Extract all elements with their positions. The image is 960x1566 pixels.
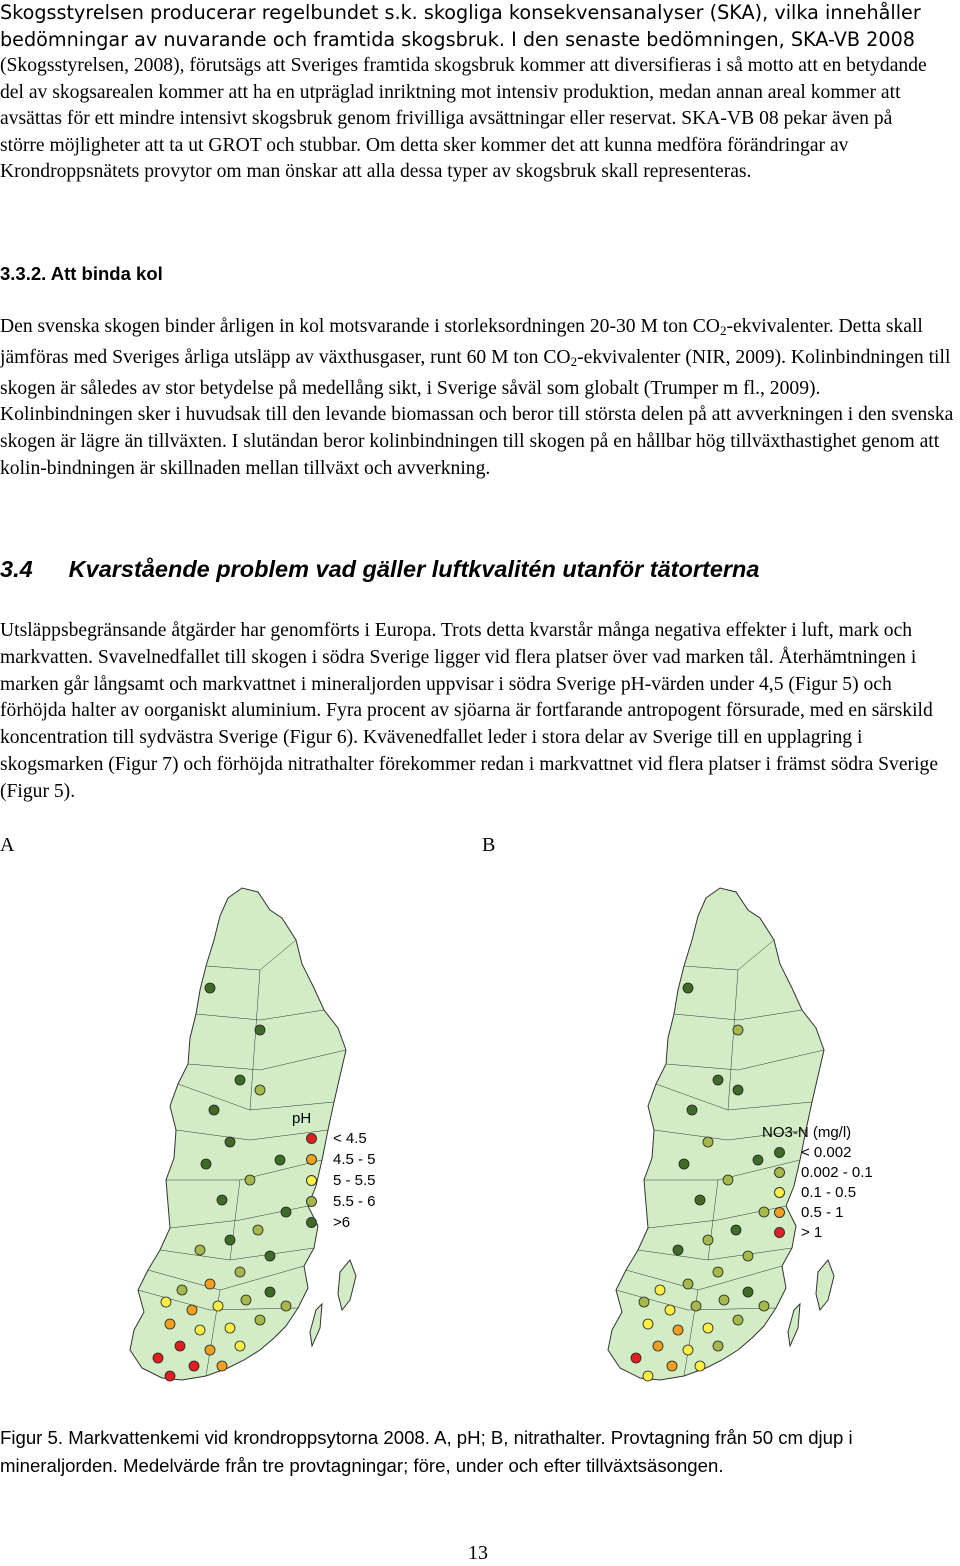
nitrate-site-dot — [667, 1361, 677, 1371]
legend-swatch-yellow — [774, 1187, 785, 1198]
nitrate-site-dot — [743, 1251, 753, 1261]
legend-ph-item — [306, 1172, 376, 1189]
paragraph-kol-part-c: -ekvivalenter (NIR, 2009). Kolinbindningen till skogen är således av stor betydelse på medellång sikt, i Sverige såväl som globalt (Trumper m fl., 2009). Kolinbindningen sker i huvudsak till den levande biomassan och beror till största delen på att avverkningen i den svenska skogen är lägre än tillväxten. I slutändan beror kolinbindningen till skogen på en hållbar hög tillväxthastighet genom att kolin-bindningen är skillnaden mellan tillväxt och avverkning. — [0, 346, 954, 479]
paragraph-kol-part-a: Den svenska skogen binder årligen in kol motsvarande i storleksordningen 20-30 M ton CO — [0, 316, 720, 337]
ph-site-dot — [255, 1025, 265, 1035]
nitrate-site-dot — [673, 1325, 683, 1335]
nitrate-site-dot — [733, 1025, 743, 1035]
legend-swatch-orange — [306, 1154, 317, 1165]
oland-island — [788, 1304, 800, 1346]
nitrate-site-dot — [695, 1361, 705, 1371]
nitrate-site-dot — [723, 1175, 733, 1185]
nitrate-site-dot — [719, 1295, 729, 1305]
legend-nitrate-label-1: 0.002 - 0.1 — [801, 1164, 873, 1181]
legend-nitrate-title: NO3-N (mg/l) — [762, 1124, 852, 1141]
legend-swatch-olive — [306, 1196, 317, 1207]
legend-swatch-red — [306, 1133, 317, 1144]
section-heading-332: 3.3.2. Att binda kol — [0, 263, 163, 284]
nitrate-site-dot — [631, 1353, 641, 1363]
section-heading-34 — [0, 556, 759, 583]
legend-ph-label-1: 4.5 - 5 — [333, 1151, 376, 1168]
intro-paragraph — [0, 0, 940, 186]
panel-label-b: B — [482, 834, 496, 856]
ph-site-dot — [217, 1361, 227, 1371]
ph-site-dot — [281, 1301, 291, 1311]
ph-site-dot — [255, 1315, 265, 1325]
ph-site-dot — [205, 1279, 215, 1289]
legend-swatch-yellow — [306, 1175, 317, 1186]
legend-nitrate-label-2: 0.1 - 0.5 — [801, 1184, 857, 1201]
legend-nitrate-label-0: < 0.002 — [801, 1144, 852, 1161]
ph-site-dot — [201, 1159, 211, 1169]
nitrate-site-dot — [655, 1285, 665, 1295]
nitrate-site-dot — [695, 1195, 705, 1205]
nitrate-site-dot — [665, 1305, 675, 1315]
nitrate-site-dot — [743, 1287, 753, 1297]
ph-site-dot — [235, 1341, 245, 1351]
ph-site-dot — [235, 1267, 245, 1277]
intro-line-2: bedömningar av nuvarande och framtida skogsbruk. I den senaste bedömningen, SKA-VB 2008 — [0, 27, 916, 51]
ph-site-dot — [153, 1353, 163, 1363]
legend-nitrate-label-4: > 1 — [801, 1224, 823, 1241]
ph-site-dot — [265, 1287, 275, 1297]
nitrate-site-dot — [713, 1267, 723, 1277]
intro-line-1: Skogsstyrelsen producerar regelbundet s.k. skogliga konsekvensanalyser (SKA), vilka innehåller — [0, 1, 921, 24]
ph-site-dot — [175, 1341, 185, 1351]
ph-site-dot — [209, 1105, 219, 1115]
legend-nitrate-label-3: 0.5 - 1 — [801, 1204, 844, 1221]
nitrate-site-dot — [687, 1105, 697, 1115]
legend-ph-item — [306, 1130, 367, 1147]
nitrate-site-dot — [691, 1301, 701, 1311]
ph-site-dot — [235, 1075, 245, 1085]
ph-site-dot — [205, 983, 215, 993]
nitrate-site-dot — [733, 1315, 743, 1325]
paragraph-kol-part-b: -ekvivalenter. Detta skall jämföras med Sveriges årliga utsläpp av växthusgaser, runt 60 M ton CO — [0, 316, 923, 368]
nitrate-site-dot — [643, 1371, 653, 1381]
nitrate-site-dot — [673, 1245, 683, 1255]
paragraph-luftkvalitet: Utsläppsbegränsande åtgärder har genomförts i Europa. Trots detta kvarstår många negativa effekter i luft, mark och markvatten. Svavelnedfallet till skogen i södra Sverige ligger vid flera platser över vad marken tål. Återhämtningen i marken går långsamt och markvattnet i mineraljorden uppvisar i södra Sverige pH-värden under 4,5 (Figur 5) och förhöjda halter av oorganiskt aluminium. Fyra procent av sjöarna är fortfarande antropogent försurade, med en särskild koncentration till sydvästra Sverige (Figur 6). Kvävenedfallet leder i stora delar av Sverige till en upplagring i skogsmarken (Figur 7) och förhöjda nitrathalter förekommer redan i markvattnet vid flera platser i främst södra Sverige (Figur 5). — [0, 620, 939, 802]
legend-swatch-red — [774, 1227, 785, 1238]
legend-nitrate — [762, 1124, 902, 1244]
intro-rest: (Skogsstyrelsen, 2008), förutsägs att Sveriges framtida skogsbruk kommer att diversifieras i så motto att en betydande del av skogsarealen kommer att ha en utpräglad inriktning mot intensiv produktion, medan annan areal kommer att avsättas för ett mindre intensivt skogsbruk genom frivilliga avsättningar eller reservat. SKA-VB 08 pekar även på större möjligheter att ta ut GROT och stubbar. Om detta sker kommer det att kunna medföra förändringar av Krondroppsnätets provytor om man önskar att alla dessa typer av skogsbruk skall representeras. — [0, 55, 927, 182]
ph-site-dot — [217, 1195, 227, 1205]
legend-ph-label-3: 5.5 - 6 — [333, 1193, 376, 1210]
legend-ph-label-4: >6 — [333, 1214, 351, 1231]
page-number: 13 — [468, 1542, 488, 1564]
nitrate-site-dot — [713, 1341, 723, 1351]
nitrate-site-dot — [683, 1345, 693, 1355]
ph-site-dot — [165, 1371, 175, 1381]
ph-site-dot — [281, 1207, 291, 1217]
legend-swatch-olive — [774, 1167, 785, 1178]
ph-site-dot — [187, 1305, 197, 1315]
oland-island — [310, 1304, 322, 1346]
gotland-island — [816, 1260, 834, 1310]
legend-nitrate-item — [774, 1184, 856, 1201]
nitrate-site-dot — [653, 1341, 663, 1351]
ph-site-dot — [161, 1297, 171, 1307]
nitrate-site-dot — [733, 1085, 743, 1095]
panel-label-a: A — [0, 834, 15, 856]
legend-ph-item — [306, 1214, 350, 1231]
ph-site-dot — [275, 1155, 285, 1165]
ph-site-dot — [213, 1301, 223, 1311]
nitrate-site-dot — [643, 1319, 653, 1329]
nitrate-site-dot — [639, 1297, 649, 1307]
nitrate-site-dot — [683, 1279, 693, 1289]
ph-site-dot — [255, 1085, 265, 1095]
legend-ph-item — [306, 1151, 376, 1168]
nitrate-site-dot — [679, 1159, 689, 1169]
ph-site-dot — [245, 1175, 255, 1185]
ph-site-dot — [195, 1245, 205, 1255]
legend-swatch-darkgreen — [306, 1217, 317, 1228]
gotland-island — [338, 1260, 356, 1310]
legend-ph-label-0: < 4.5 — [333, 1130, 367, 1147]
legend-swatch-darkgreen — [774, 1147, 785, 1158]
section-title: Kvarstående problem vad gäller luftkvalitén utanför tätorterna — [68, 556, 760, 582]
legend-ph-label-2: 5 - 5.5 — [333, 1172, 376, 1189]
figure-caption: Figur 5. Markvattenkemi vid krondroppsytorna 2008. A, pH; B, nitrathalter. Provtagning från 50 cm djup i mineraljorden. Medelvärde från tre provtagningar; före, under och efter tillväxtsäsongen. — [0, 1427, 853, 1476]
ph-site-dot — [253, 1225, 263, 1235]
ph-site-dot — [241, 1295, 251, 1305]
legend-swatch-orange — [774, 1207, 785, 1218]
section-number: 3.4 — [0, 556, 33, 582]
ph-site-dot — [195, 1325, 205, 1335]
legend-ph — [292, 1110, 412, 1230]
ph-site-dot — [177, 1285, 187, 1295]
nitrate-site-dot — [703, 1323, 713, 1333]
ph-site-dot — [205, 1345, 215, 1355]
nitrate-site-dot — [759, 1301, 769, 1311]
ph-site-dot — [225, 1235, 235, 1245]
paragraph-kol — [0, 314, 958, 483]
nitrate-site-dot — [731, 1225, 741, 1235]
ph-site-dot — [225, 1137, 235, 1147]
legend-ph-title: pH — [292, 1110, 312, 1127]
nitrate-site-dot — [703, 1137, 713, 1147]
legend-nitrate-item — [774, 1224, 822, 1241]
legend-ph-item — [306, 1193, 376, 1210]
nitrate-site-dot — [703, 1235, 713, 1245]
nitrate-site-dot — [713, 1075, 723, 1085]
legend-nitrate-item — [774, 1164, 873, 1181]
ph-site-dot — [189, 1361, 199, 1371]
ph-site-dot — [265, 1251, 275, 1261]
subscript-2-b: 2 — [570, 353, 578, 369]
legend-nitrate-item — [774, 1204, 844, 1221]
ph-site-dot — [225, 1323, 235, 1333]
subscript-2-a: 2 — [719, 323, 727, 338]
nitrate-site-dot — [683, 983, 693, 993]
legend-nitrate-item — [774, 1144, 851, 1161]
ph-site-dot — [165, 1319, 175, 1329]
